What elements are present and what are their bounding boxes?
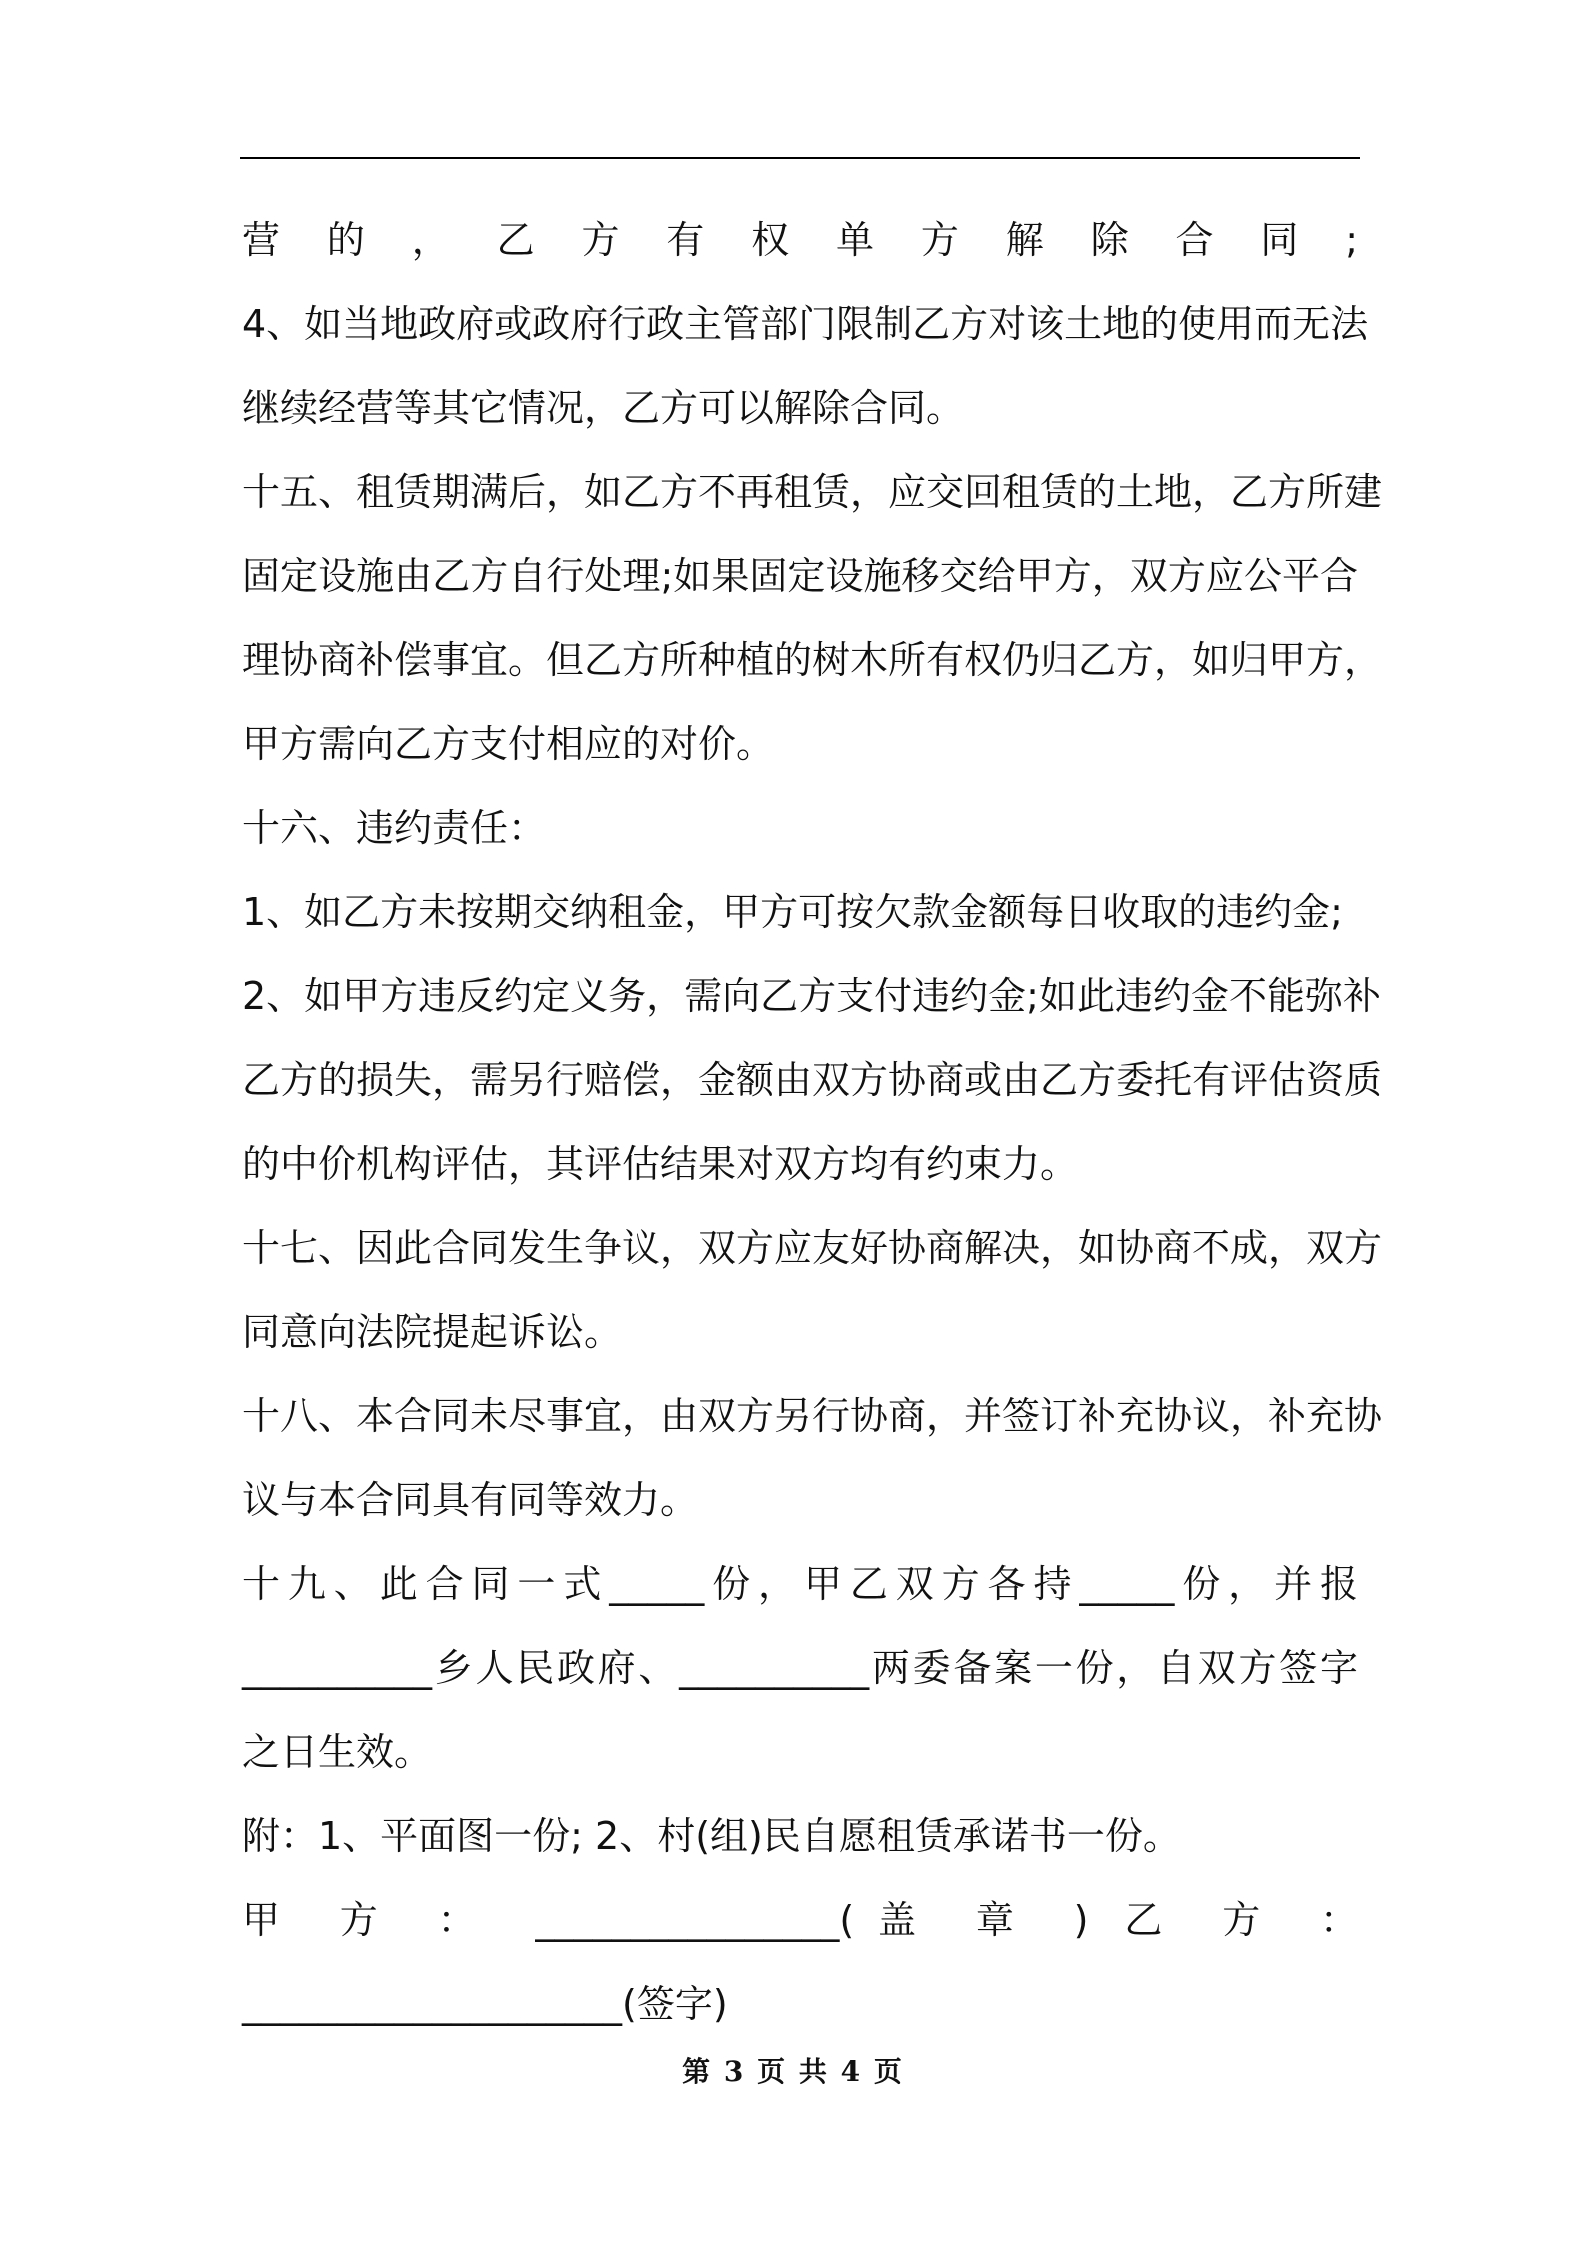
paragraph-line: 之日生效。 [242, 1730, 433, 1774]
paragraph-line: 十八、本合同未尽事宜，由双方另行协商，并签订补充协议，补充协 [242, 1394, 1383, 1438]
paragraph-line: 十九、此合同一式_____份，甲乙双方各持_____份，并报 [242, 1562, 1358, 1606]
paragraph-line: 营的，乙方有权单方解除合同; [242, 218, 1358, 262]
header-rule [240, 157, 1360, 159]
attachment-line: 附：1、平面图一份; 2、村(组)民自愿租赁承诺书一份。 [242, 1814, 1181, 1858]
paragraph-line: 十七、因此合同发生争议，双方应友好协商解决，如协商不成，双方 [242, 1226, 1383, 1270]
paragraph-line: 同意向法院提起诉讼。 [242, 1310, 623, 1354]
paragraph-line: 甲方需向乙方支付相应的对价。 [242, 722, 775, 766]
paragraph-line: 继续经营等其它情况，乙方可以解除合同。 [242, 386, 965, 430]
paragraph-line: 议与本合同具有同等效力。 [242, 1478, 699, 1522]
paragraph-line: 4、如当地政府或政府行政主管部门限制乙方对该土地的使用而无法 [242, 302, 1369, 346]
paragraph-line: 的中价机构评估，其评估结果对双方均有约束力。 [242, 1142, 1079, 1186]
document-body [242, 198, 1383, 2046]
paragraph-line: 理协商补偿事宜。但乙方所种植的树木所有权仍归乙方，如归甲方， [242, 638, 1383, 682]
paragraph-line: 2、如甲方违反约定义务，需向乙方支付违约金;如此违约金不能弥补 [242, 974, 1381, 1018]
paragraph-line: 十五、租赁期满后，如乙方不再租赁，应交回租赁的土地，乙方所建 [242, 470, 1383, 514]
paragraph-line: 固定设施由乙方自行处理;如果固定设施移交给甲方，双方应公平合 [242, 554, 1358, 598]
section-heading: 十六、违约责任： [242, 806, 547, 850]
paragraph-line: 1、如乙方未按期交纳租金，甲方可按欠款金额每日收取的违约金; [242, 890, 1343, 934]
page-number: 第 3 页 共 4 页 [682, 2055, 904, 2088]
paragraph-line: 乙方的损失，需另行赔偿，金额由双方协商或由乙方委托有评估资质 [242, 1058, 1383, 1102]
signature-line: 甲 方 ： ________________(盖 章 ) 乙 方 ： [242, 1898, 1358, 1942]
signature-line: ____________________(签字) [242, 1982, 728, 2026]
paragraph-line: __________乡人民政府、__________两委备案一份，自双方签字 [242, 1646, 1358, 1690]
